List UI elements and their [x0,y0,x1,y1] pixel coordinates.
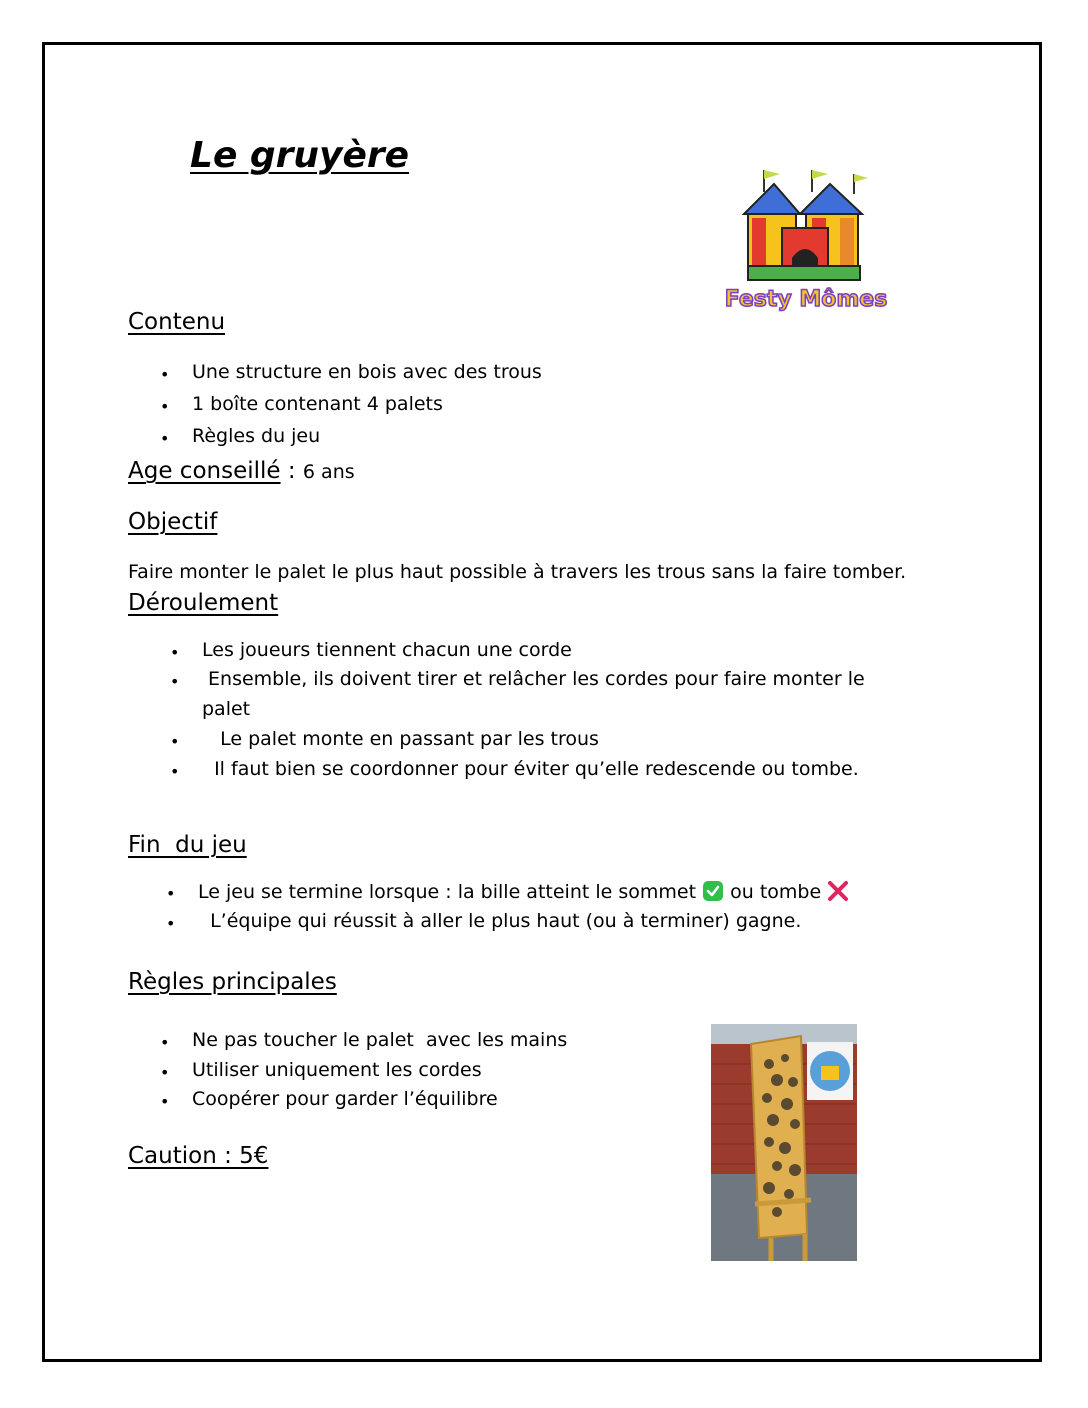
list-item: Utiliser uniquement les cordes [192,1059,482,1081]
objectif-text: Faire monter le palet le plus haut possible à travers les trous sans la faire tomber. [128,561,907,583]
bullet: • [160,1092,170,1111]
bullet: • [160,1033,170,1052]
bullet: • [160,397,170,416]
fin-item-2: L’équipe qui réussit à aller le plus haut (ou à terminer) gagne. [198,910,802,932]
list-item: Il faut bien se coordonner pour éviter qu’elle redescende ou tombe. [202,758,859,780]
bullet: • [170,672,180,691]
age-separator: : [280,458,303,484]
heading-contenu: Contenu [128,309,226,335]
heading-caution: Caution : 5€ [128,1143,269,1169]
fin-item-1-or: ou tombe [730,881,822,903]
bullet: • [166,884,176,903]
age-value: 6 ans [302,461,355,483]
list-item-continuation: palet [202,698,251,720]
list-item: Ensemble, ils doivent tirer et relâcher les cordes pour faire monter le [202,668,865,690]
bullet: • [170,643,180,662]
festy-momes-logo [722,166,890,316]
heading-objectif: Objectif [128,509,218,535]
logo-text: Festy Mômes [724,287,888,312]
page-title: Le gruyère [190,135,410,176]
fin-item-1-text: Le jeu se termine lorsque : la bille atteint le sommet [198,881,697,903]
heading-deroulement: Déroulement [128,590,279,616]
list-item: Le palet monte en passant par les trous [202,728,599,750]
check-mark-icon [702,880,724,902]
list-item: Coopérer pour garder l’équilibre [192,1088,498,1110]
game-photo [711,1024,857,1261]
bullet: • [160,429,170,448]
list-item: Une structure en bois avec des trous [192,361,542,383]
list-item: Les joueurs tiennent chacun une corde [202,639,572,661]
heading-fin-du-jeu: Fin du jeu [128,832,247,858]
age-label: Age conseillé [128,458,281,484]
list-item: Règles du jeu [192,425,321,447]
bullet: • [170,732,180,751]
list-item: Ne pas toucher le palet avec les mains [192,1029,568,1051]
cross-mark-icon [827,880,849,902]
bullet: • [160,365,170,384]
bullet: • [170,762,180,781]
list-item: 1 boîte contenant 4 palets [192,393,443,415]
age-line [128,458,355,484]
bullet: • [166,914,176,933]
bullet: • [160,1063,170,1082]
fin-item-1 [198,880,849,903]
heading-regles-principales: Règles principales [128,969,337,995]
